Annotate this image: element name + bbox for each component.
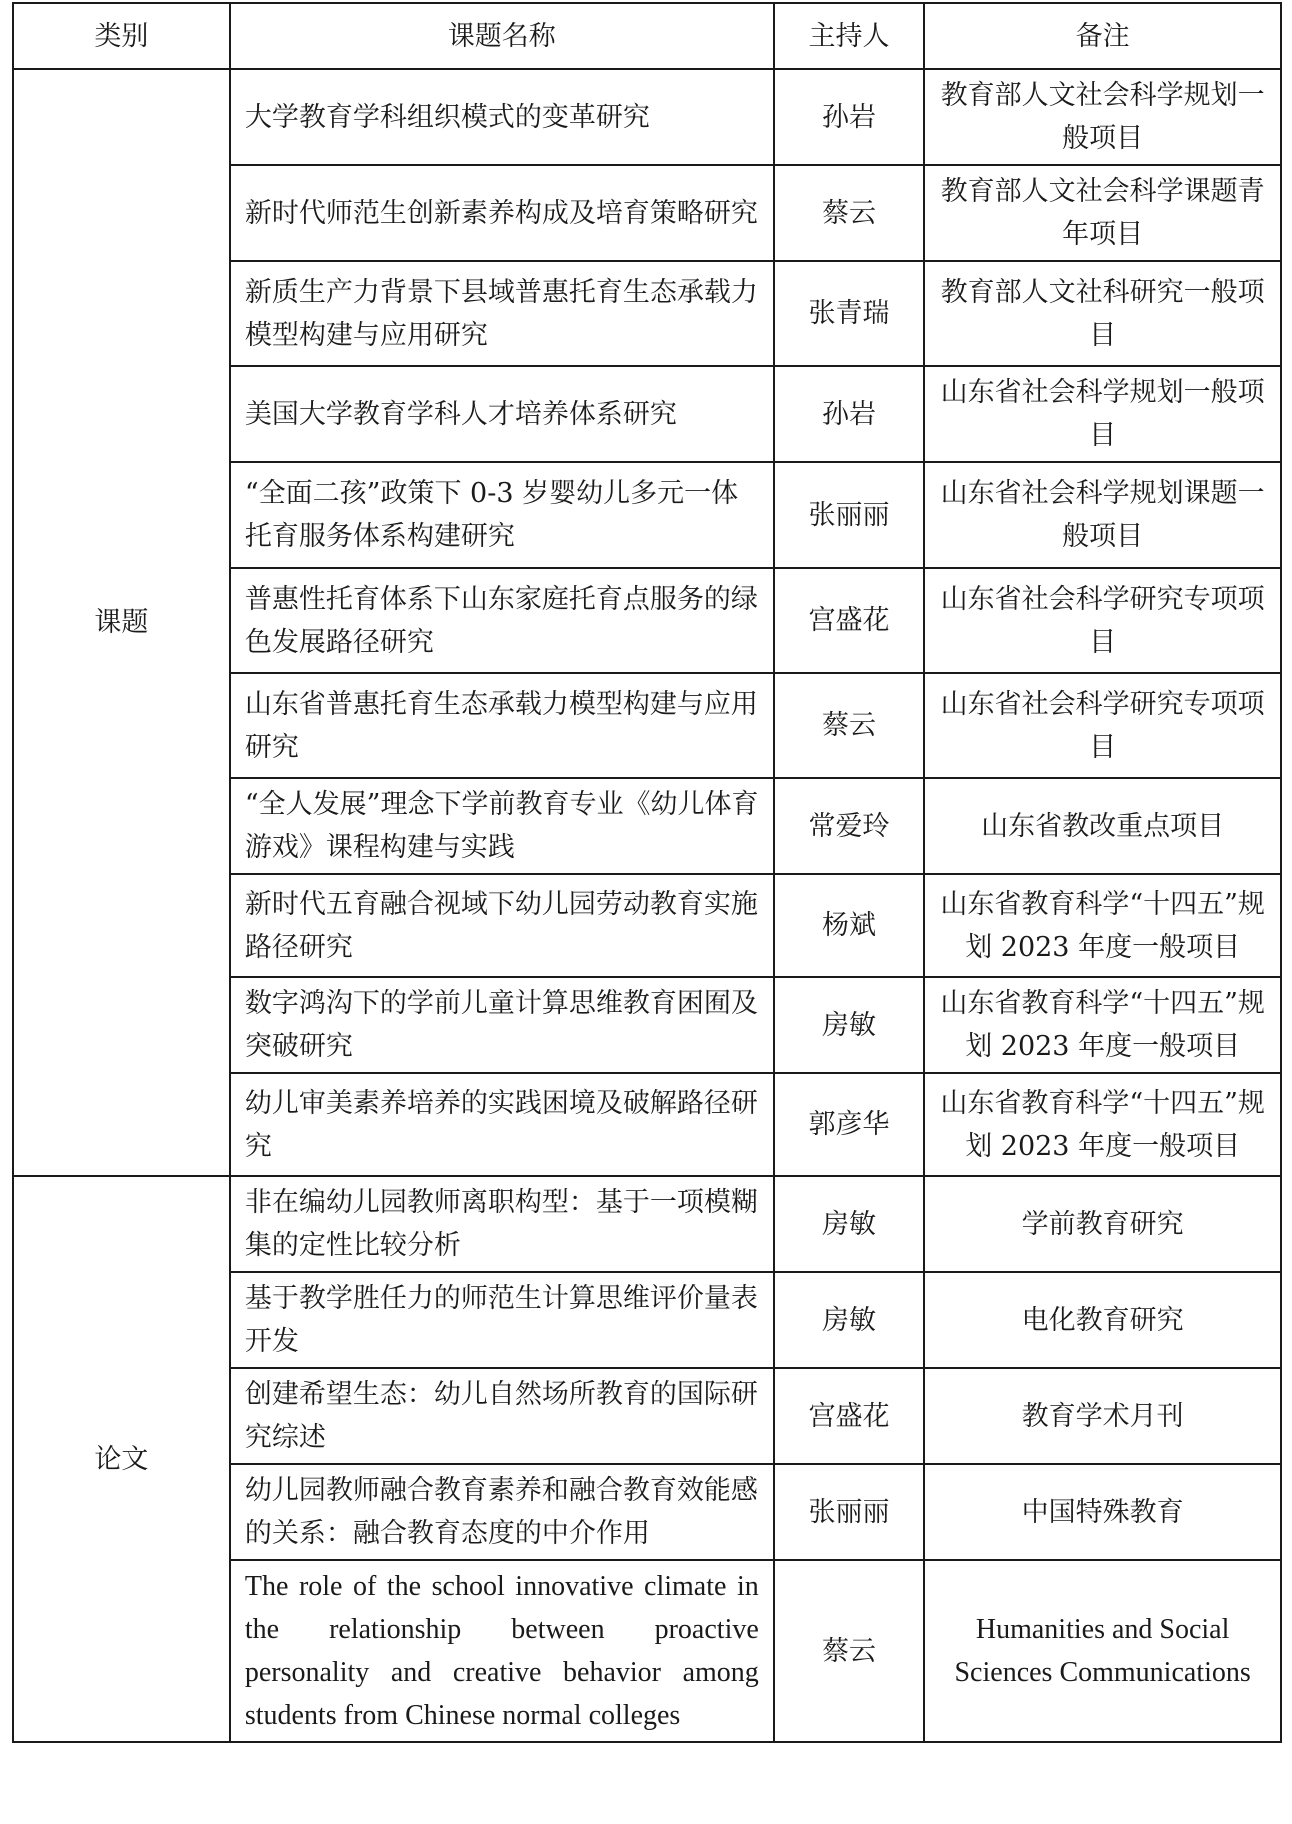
project-title: “全人发展”理念下学前教育专业《幼儿体育游戏》课程构建与实践: [230, 778, 774, 874]
paper-title: 幼儿园教师融合教育素养和融合教育效能感的关系：融合教育态度的中介作用: [230, 1464, 774, 1560]
project-title: 大学教育学科组织模式的变革研究: [230, 69, 774, 165]
paper-title: The role of the school innovative climate in the relationship between proactive personality and creative behavior among students from Chinese normal colleges: [230, 1560, 774, 1742]
project-host: 房敏: [774, 977, 925, 1073]
project-host: 张青瑞: [774, 261, 925, 366]
project-note: 教育部人文社会科学课题青年项目: [924, 165, 1281, 261]
paper-title: 基于教学胜任力的师范生计算思维评价量表开发: [230, 1272, 774, 1368]
header-note: 备注: [924, 3, 1281, 69]
project-host: 宫盛花: [774, 568, 925, 673]
paper-journal: 电化教育研究: [924, 1272, 1281, 1368]
paper-journal: Humanities and Social Sciences Communications: [924, 1560, 1281, 1742]
paper-journal: 学前教育研究: [924, 1176, 1281, 1272]
header-category: 类别: [13, 3, 230, 69]
paper-author: 张丽丽: [774, 1464, 925, 1560]
project-title: 新质生产力背景下县域普惠托育生态承载力模型构建与应用研究: [230, 261, 774, 366]
table-row: [13, 1176, 1281, 1272]
project-note: 山东省教育科学“十四五”规划 2023 年度一般项目: [924, 977, 1281, 1073]
project-title: 山东省普惠托育生态承载力模型构建与应用研究: [230, 673, 774, 778]
project-title: 数字鸿沟下的学前儿童计算思维教育困囿及突破研究: [230, 977, 774, 1073]
project-host: 常爱玲: [774, 778, 925, 874]
project-note: 山东省社会科学规划一般项目: [924, 366, 1281, 462]
project-note: 山东省社会科学研究专项项目: [924, 568, 1281, 673]
project-note: 山东省教育科学“十四五”规划 2023 年度一般项目: [924, 874, 1281, 977]
project-host: 孙岩: [774, 69, 925, 165]
project-note: 山东省社会科学研究专项项目: [924, 673, 1281, 778]
header-title: 课题名称: [230, 3, 774, 69]
project-host: 郭彦华: [774, 1073, 925, 1176]
paper-author: 蔡云: [774, 1560, 925, 1742]
paper-journal: 教育学术月刊: [924, 1368, 1281, 1464]
project-title: 新时代五育融合视域下幼儿园劳动教育实施路径研究: [230, 874, 774, 977]
paper-journal: 中国特殊教育: [924, 1464, 1281, 1560]
paper-title: 非在编幼儿园教师离职构型：基于一项模糊集的定性比较分析: [230, 1176, 774, 1272]
project-title: 新时代师范生创新素养构成及培育策略研究: [230, 165, 774, 261]
project-note: 教育部人文社科研究一般项目: [924, 261, 1281, 366]
project-host: 杨斌: [774, 874, 925, 977]
project-host: 孙岩: [774, 366, 925, 462]
project-note: 山东省教育科学“十四五”规划 2023 年度一般项目: [924, 1073, 1281, 1176]
paper-title: 创建希望生态：幼儿自然场所教育的国际研究综述: [230, 1368, 774, 1464]
header-host: 主持人: [774, 3, 925, 69]
project-title: “全面二孩”政策下 0-3 岁婴幼儿多元一体托育服务体系构建研究: [230, 462, 774, 568]
project-host: 蔡云: [774, 673, 925, 778]
paper-author: 宫盛花: [774, 1368, 925, 1464]
project-note: 山东省教改重点项目: [924, 778, 1281, 874]
research-table: [12, 2, 1282, 1743]
project-host: 蔡云: [774, 165, 925, 261]
paper-author: 房敏: [774, 1272, 925, 1368]
project-note: 教育部人文社会科学规划一般项目: [924, 69, 1281, 165]
category-projects: 课题: [13, 69, 230, 1176]
category-papers: 论文: [13, 1176, 230, 1742]
project-title: 幼儿审美素养培养的实践困境及破解路径研究: [230, 1073, 774, 1176]
table-row: [13, 69, 1281, 165]
paper-author: 房敏: [774, 1176, 925, 1272]
project-title: 普惠性托育体系下山东家庭托育点服务的绿色发展路径研究: [230, 568, 774, 673]
header-row: [13, 3, 1281, 69]
project-note: 山东省社会科学规划课题一般项目: [924, 462, 1281, 568]
project-title: 美国大学教育学科人才培养体系研究: [230, 366, 774, 462]
project-host: 张丽丽: [774, 462, 925, 568]
